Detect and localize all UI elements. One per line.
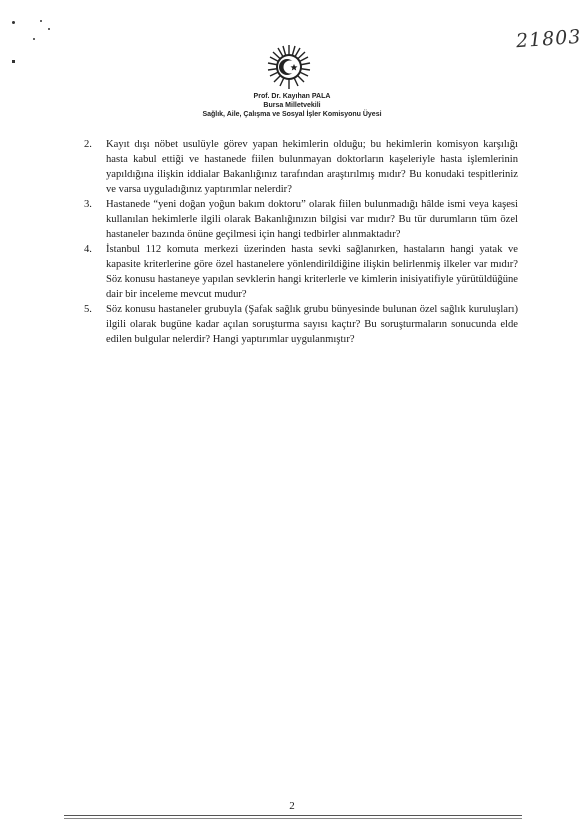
scan-speck	[40, 20, 42, 22]
deputy-role: Bursa Milletvekili	[263, 102, 321, 109]
question-number: 3.	[84, 199, 92, 210]
document-header	[0, 92, 584, 119]
question-text: İstanbul 112 komuta merkezi üzerinden hasta sevki sağlanırken, hastaların hangi yatak ve kapasite kriterlerine göre özel hastanelere yönlendirildiğine ilişkin belirlenmiş ilkeler var mıdır? Söz konusu hastaneye yapılan sevklerin hangi kriterlerle ve kimlerin inisiyatifiyle yürütüldüğüne dair bir inceleme mevcut mudur?	[106, 244, 518, 300]
scan-speck	[12, 60, 15, 63]
deputy-commission: Sağlık, Aile, Çalışma ve Sosyal İşler Komisyonu Üyesi	[202, 111, 382, 118]
question-item	[84, 302, 518, 347]
footer-rule	[64, 818, 522, 819]
assembly-seal-icon	[266, 44, 312, 90]
question-number: 4.	[84, 244, 92, 255]
question-item	[84, 242, 518, 302]
question-number: 5.	[84, 304, 92, 315]
deputy-name: Prof. Dr. Kayıhan PALA	[253, 93, 331, 100]
question-item	[84, 197, 518, 242]
question-list	[84, 137, 518, 347]
question-number: 2.	[84, 139, 92, 150]
scan-speck	[33, 38, 35, 40]
scan-speck	[48, 28, 50, 30]
footer-rule	[64, 815, 522, 816]
question-text: Kayıt dışı nöbet usulüyle görev yapan hekimlerin olduğu; bu hekimlerin komisyon karşılığı hasta kabul ettiği ve hastanede fiilen bulunmayan doktorların kaşeleriyle hasta işlemlerinin yapıldığına ilişkin iddialar Bakanlığınız tarafından araştırılmış mıdır? Bu konudaki tespitleriniz ve varsa uyguladığınız yaptırımlar nelerdir?	[106, 139, 518, 195]
question-text: Hastanede “yeni doğan yoğun bakım doktoru” olarak fiilen bulunmadığı hâlde ismi veya kaşesi kullanılan hekimlerle ilgili olarak Bakanlığınızın bilgisi var mıdır? Bu tür durumların tüm özel hastaneler bazında önüne geçilmesi için hangi tedbirler alınmaktadır?	[106, 199, 518, 240]
question-text: Söz konusu hastaneler grubuyla (Şafak sağlık grubu bünyesinde bulunan özel sağlık kuruluşları) ilgili olarak bugüne kadar açılan soruşturma sayısı kaçtır? Bu soruşturmaların sonucunda elde edilen bulgular nelerdir? Hangi yaptırımlar uygulanmıştır?	[106, 304, 518, 345]
page-number: 2	[289, 800, 295, 812]
scan-speck	[12, 21, 15, 24]
handwritten-number: 21803	[515, 25, 583, 53]
question-item	[84, 137, 518, 197]
